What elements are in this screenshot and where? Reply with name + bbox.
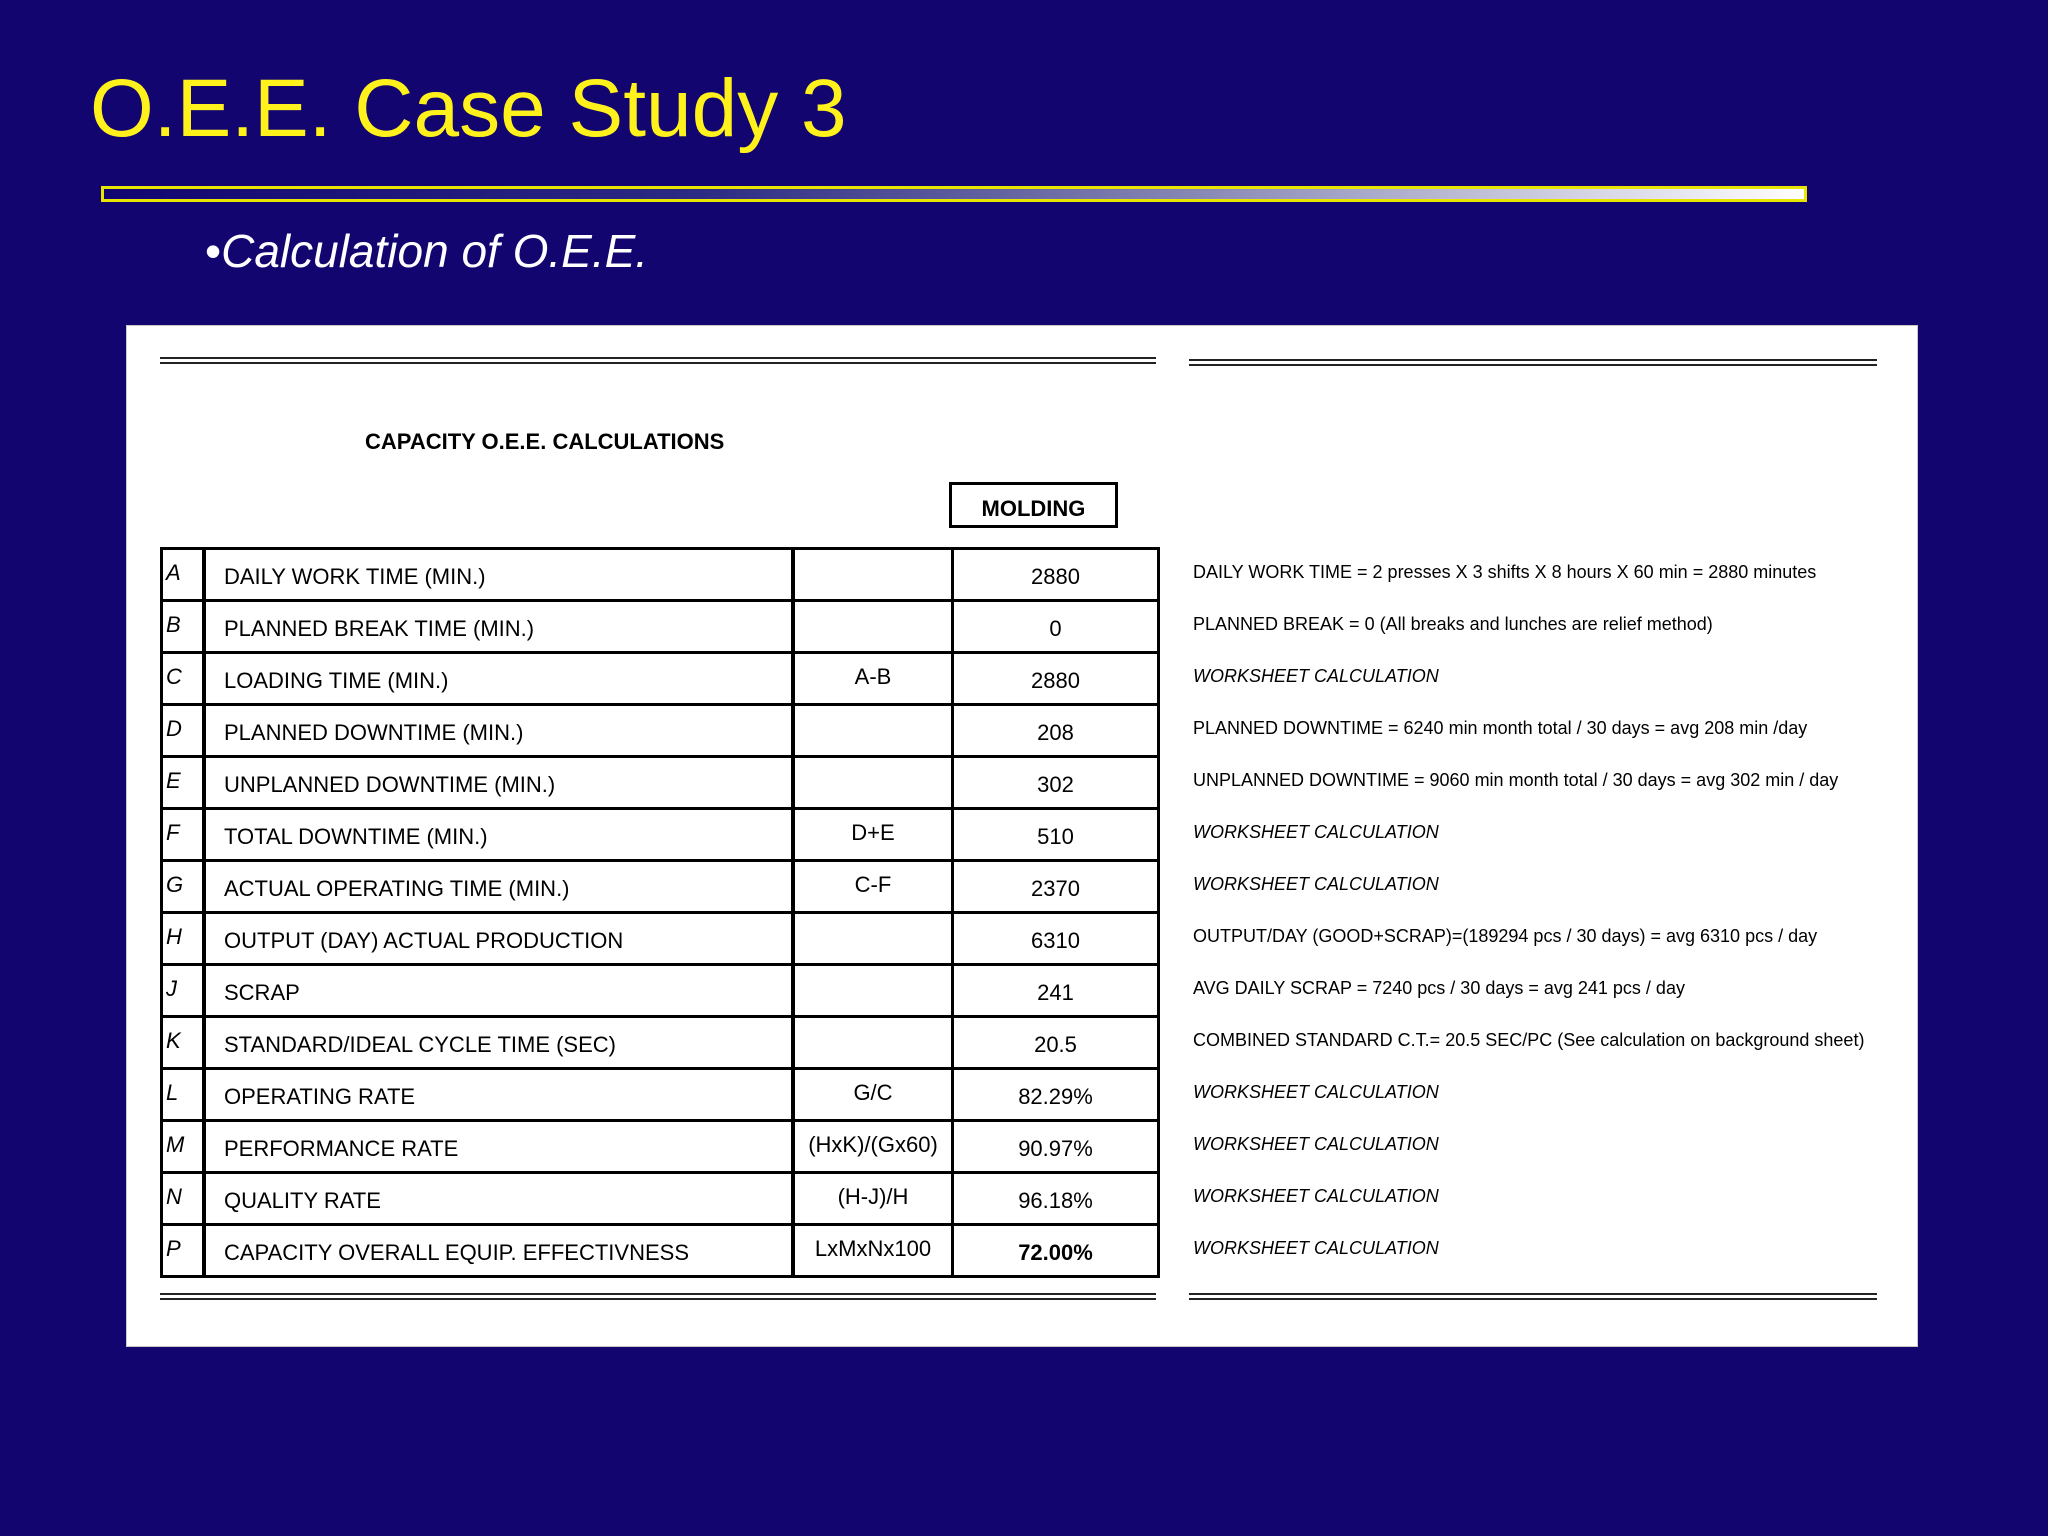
row-formula [795, 706, 954, 755]
row-value: 72.00% [1018, 1240, 1093, 1265]
row-letter: P [163, 1226, 206, 1275]
bottom-double-rule-left [160, 1293, 1156, 1300]
row-formula: LxMxNx100 [795, 1226, 954, 1275]
row-value: 20.5 [1034, 1032, 1077, 1057]
row-label: TOTAL DOWNTIME (MIN.) [206, 810, 795, 859]
row-value: 208 [1037, 720, 1074, 745]
worksheet-panel [126, 325, 1918, 1347]
bullet-symbol: • [205, 225, 222, 277]
top-double-rule-left [160, 357, 1156, 364]
row-label: CAPACITY OVERALL EQUIP. EFFECTIVNESS [206, 1226, 795, 1275]
bullet-point [205, 226, 648, 277]
row-label: OUTPUT (DAY) ACTUAL PRODUCTION [206, 914, 795, 963]
row-label: OPERATING RATE [206, 1070, 795, 1119]
row-note: OUTPUT/DAY (GOOD+SCRAP)=(189294 pcs / 30 days) = avg 6310 pcs / day [1193, 926, 1818, 946]
row-letter: A [163, 550, 206, 599]
row-formula: (HxK)/(Gx60) [795, 1122, 954, 1171]
row-formula: (H-J)/H [795, 1174, 954, 1223]
row-formula [795, 914, 954, 963]
row-formula: A-B [795, 654, 954, 703]
row-note: PLANNED DOWNTIME = 6240 min month total / 30 days = avg 208 min /day [1193, 718, 1808, 738]
row-note: WORKSHEET CALCULATION [1193, 1186, 1439, 1206]
row-note: WORKSHEET CALCULATION [1193, 1134, 1439, 1154]
row-letter: D [163, 706, 206, 755]
table-row [163, 1226, 1157, 1275]
table-row [163, 1122, 1157, 1174]
row-label: STANDARD/IDEAL CYCLE TIME (SEC) [206, 1018, 795, 1067]
table-row [163, 602, 1157, 654]
row-formula [795, 550, 954, 599]
row-formula [795, 602, 954, 651]
row-value: 82.29% [1018, 1084, 1093, 1109]
row-label: DAILY WORK TIME (MIN.) [206, 550, 795, 599]
row-letter: N [163, 1174, 206, 1223]
row-value: 0 [1049, 616, 1062, 641]
row-value: 510 [1037, 824, 1074, 849]
row-letter: L [163, 1070, 206, 1119]
row-note: WORKSHEET CALCULATION [1193, 874, 1439, 894]
table-row [163, 1018, 1157, 1070]
row-label: PERFORMANCE RATE [206, 1122, 795, 1171]
column-header-molding: MOLDING [949, 482, 1118, 528]
slide-title: O.E.E. Case Study 3 [90, 63, 847, 154]
row-label: PLANNED BREAK TIME (MIN.) [206, 602, 795, 651]
row-label: ACTUAL OPERATING TIME (MIN.) [206, 862, 795, 911]
row-value: 90.97% [1018, 1136, 1093, 1161]
row-letter: M [163, 1122, 206, 1171]
row-letter: H [163, 914, 206, 963]
table-row [163, 706, 1157, 758]
row-note: WORKSHEET CALCULATION [1193, 822, 1439, 842]
table-row [163, 914, 1157, 966]
table-row [163, 966, 1157, 1018]
row-formula [795, 1018, 954, 1067]
row-note: WORKSHEET CALCULATION [1193, 1238, 1439, 1258]
bottom-double-rule-right [1189, 1293, 1877, 1300]
row-label: SCRAP [206, 966, 795, 1015]
row-note: WORKSHEET CALCULATION [1193, 666, 1439, 686]
row-letter: J [163, 966, 206, 1015]
row-note: DAILY WORK TIME = 2 presses X 3 shifts X 8 hours X 60 min = 2880 minutes [1193, 562, 1817, 582]
row-formula: D+E [795, 810, 954, 859]
bullet-text: Calculation of O.E.E. [221, 225, 649, 277]
row-label: UNPLANNED DOWNTIME (MIN.) [206, 758, 795, 807]
row-formula [795, 758, 954, 807]
table-row [163, 550, 1157, 602]
table-row [163, 862, 1157, 914]
row-letter: E [163, 758, 206, 807]
row-formula [795, 966, 954, 1015]
row-value: 2880 [1031, 668, 1080, 693]
table-row [163, 758, 1157, 810]
row-value: 2880 [1031, 564, 1080, 589]
table-title: CAPACITY O.E.E. CALCULATIONS [365, 429, 725, 454]
row-label: QUALITY RATE [206, 1174, 795, 1223]
title-underline [101, 186, 1807, 202]
row-value: 96.18% [1018, 1188, 1093, 1213]
row-formula: G/C [795, 1070, 954, 1119]
row-note: COMBINED STANDARD C.T.= 20.5 SEC/PC (See calculation on background sheet) [1193, 1030, 1865, 1050]
row-letter: G [163, 862, 206, 911]
table-row [163, 654, 1157, 706]
row-label: LOADING TIME (MIN.) [206, 654, 795, 703]
row-label: PLANNED DOWNTIME (MIN.) [206, 706, 795, 755]
row-note: WORKSHEET CALCULATION [1193, 1082, 1439, 1102]
top-double-rule-right [1189, 359, 1877, 366]
row-note: AVG DAILY SCRAP = 7240 pcs / 30 days = avg 241 pcs / day [1193, 978, 1685, 998]
row-note: UNPLANNED DOWNTIME = 9060 min month total / 30 days = avg 302 min / day [1193, 770, 1839, 790]
table-row [163, 810, 1157, 862]
row-value: 6310 [1031, 928, 1080, 953]
row-value: 2370 [1031, 876, 1080, 901]
row-formula: C-F [795, 862, 954, 911]
row-value: 241 [1037, 980, 1074, 1005]
table-row [163, 1070, 1157, 1122]
oee-table [160, 547, 1160, 1278]
row-value: 302 [1037, 772, 1074, 797]
row-letter: C [163, 654, 206, 703]
row-letter: K [163, 1018, 206, 1067]
row-note: PLANNED BREAK = 0 (All breaks and lunches are relief method) [1193, 614, 1713, 634]
table-row [163, 1174, 1157, 1226]
row-letter: B [163, 602, 206, 651]
row-letter: F [163, 810, 206, 859]
notes-column [1193, 547, 1913, 1275]
